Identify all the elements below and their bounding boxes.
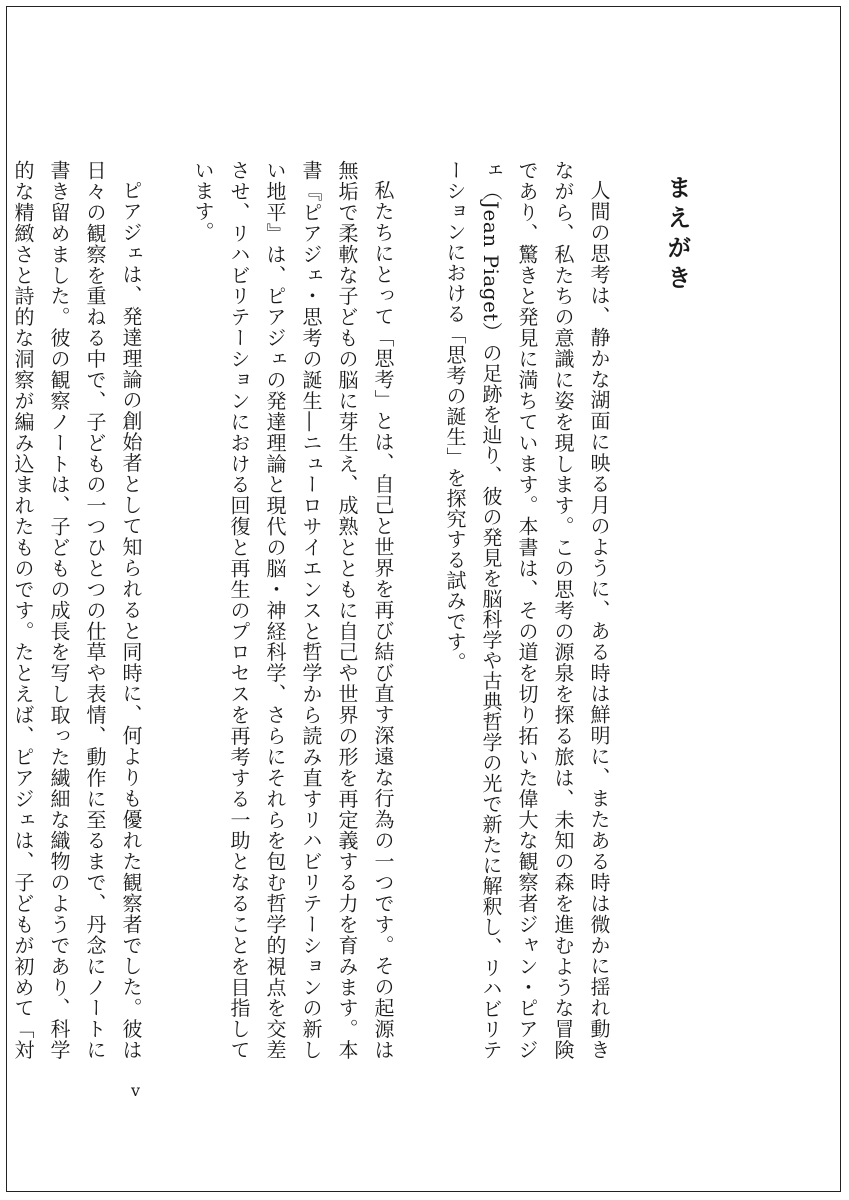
body-text xyxy=(11,160,617,1061)
paragraph-2: 私たちにとって「思考」とは、自己と世界を再び結び直す深遠な行為の一つです。その起源は無垢で柔軟な子どもの脳に芽生え、成熟とともに自己や世界の形を再定義する力を育みます。本書『ピアジェ・思考の誕生―ニューロサイエンスと哲学から読み直すリハビリテーションの新しい地平』は、ピアジェの発達理論と現代の脳・神経科学、さらにそれらを包む哲学的視点を交差させ、リハビリテーションにおける回復と再生のプロセスを再考する一助となることを目指しています。 xyxy=(191,160,395,1061)
paragraph-1: 人間の思考は、静かな湖面に映る月のように、ある時は鮮明に、またある時は微かに揺れ動きながら、私たちの意識に姿を現します。この思考の源泉を探る旅は、未知の森を進むような冒険であり、驚きと発見に満ちています。本書は、その道を切り拓いた偉大な観察者ジャン・ピアジェ（Jean Piaget）の足跡を辿り、彼の発見を脳科学や古典哲学の光で新たに解釈し、リハビリテーションにおける「思考の誕生」を探究する試みです。 xyxy=(443,160,611,1061)
paragraph-3: ピアジェは、発達理論の創始者として知られると同時に、何よりも優れた観察者でした。彼は日々の観察を重ねる中で、子どもの一つひとつの仕草や表情、動作に至るまで、丹念にノートに書き留めました。彼の観察ノートは、子どもの成長を写し取った繊細な織物のようであり、科学的な精緻さと詩的な洞察が編み込まれたものです。たとえば、ピアジェは、子どもが初めて「対 xyxy=(11,160,143,1061)
page-number: v xyxy=(131,1081,141,1100)
page-title: まえがき xyxy=(663,175,692,295)
